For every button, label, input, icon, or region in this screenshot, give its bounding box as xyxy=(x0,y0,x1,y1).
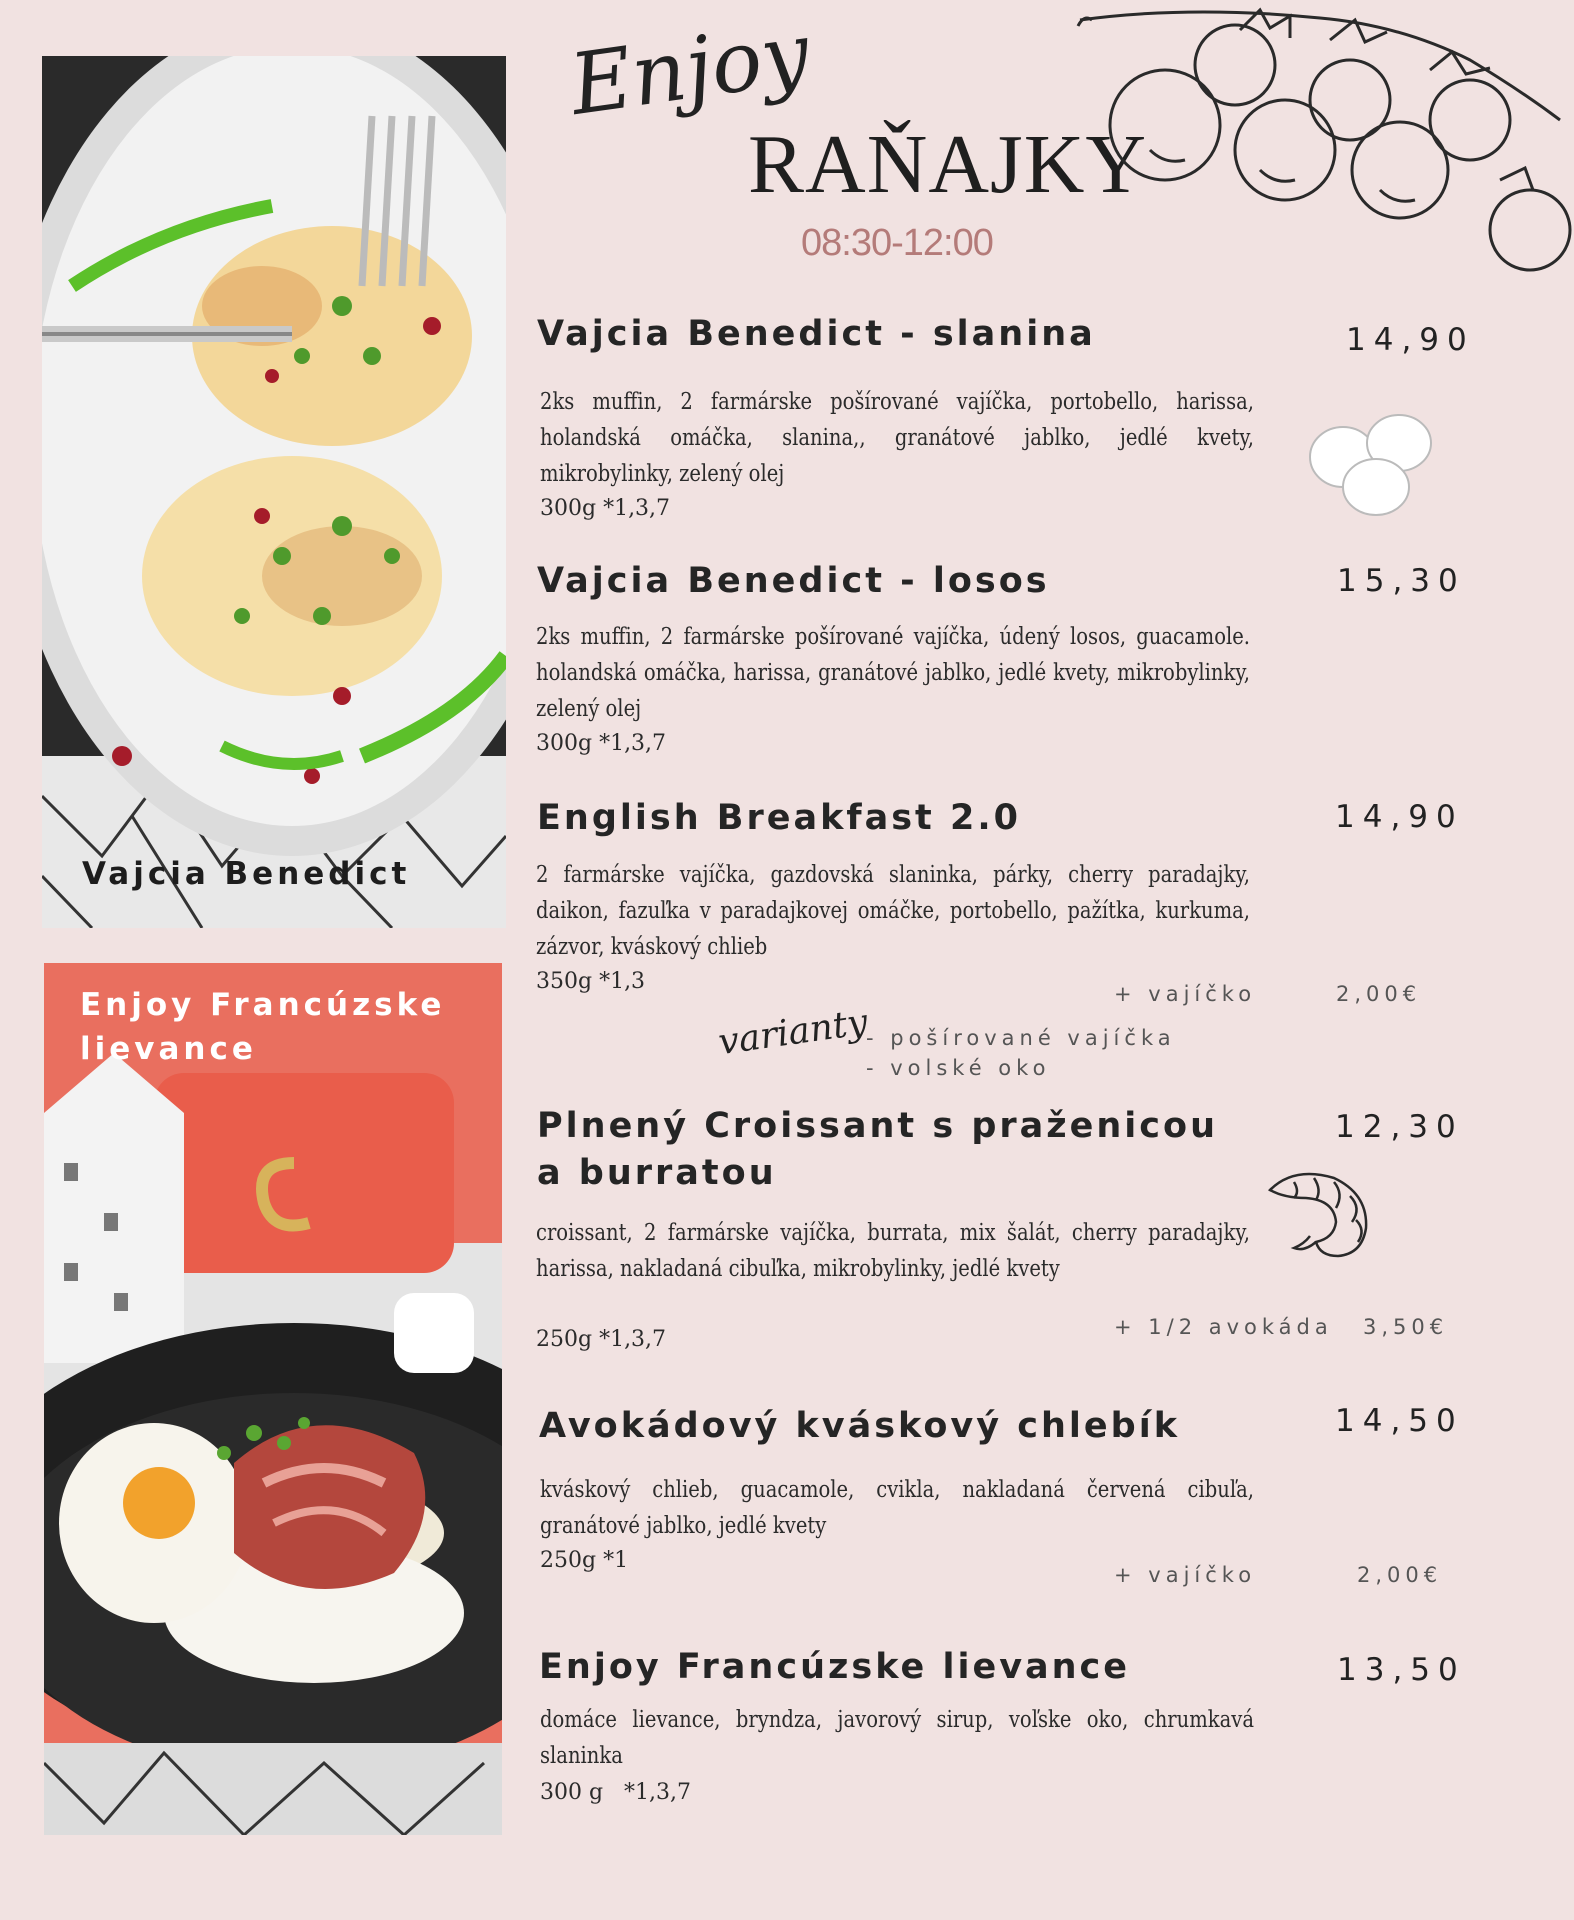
item-price: 14,50 xyxy=(1335,1403,1464,1439)
vajcia-benedict-illustration xyxy=(42,56,506,928)
item-weight-allergens: 250g *1,3,7 xyxy=(536,1327,667,1352)
item-description: kváskový chlieb, guacamole, cvikla, nakladaná červená cibuľa, granátové jablko, jedlé kvety xyxy=(540,1477,1254,1539)
item-price: 12,30 xyxy=(1335,1109,1464,1145)
item-price: 13,50 xyxy=(1337,1652,1466,1688)
variant-option: - volské oko xyxy=(866,1056,1051,1080)
item-weight-allergens: 300g *1,3,7 xyxy=(536,731,667,756)
photo-caption-lievance: Enjoy Francúzske lievance xyxy=(80,987,446,1067)
item-name: Vajcia Benedict - losos xyxy=(537,561,1050,601)
item-weight-allergens: 300 g *1,3,7 xyxy=(540,1780,692,1805)
item-weight-allergens: 300g *1,3,7 xyxy=(540,496,671,521)
vajcia-benedict-photo xyxy=(42,56,506,928)
item-name: Vajcia Benedict - slanina xyxy=(537,314,1096,354)
addon-label: + vajíčko xyxy=(1114,1563,1257,1587)
item-name: Avokádový kváskový chlebík xyxy=(539,1406,1180,1446)
item-price: 14,90 xyxy=(1335,799,1464,835)
enjoy-script-word: Enjoy xyxy=(564,3,816,135)
item-name: Enjoy Francúzske lievance xyxy=(539,1647,1131,1687)
item-weight-allergens: 250g *1 xyxy=(540,1548,629,1573)
opening-hours: 08:30-12:00 xyxy=(801,222,993,264)
addon-price: 2,00€ xyxy=(1357,1563,1443,1587)
item-description: 2 farmárske vajíčka, gazdovská slaninka, párky, cherry paradajky, daikon, fazuľka v paradajkovej omáčke, portobello, pažítka, kurkuma, zázvor, kváskový chlieb xyxy=(536,862,1250,960)
menu-title: RAŇAJKY xyxy=(748,118,1148,211)
item-price: 14,90 xyxy=(1346,322,1475,358)
addon-price: 2,00€ xyxy=(1336,982,1422,1006)
croissant-icon xyxy=(1264,1168,1372,1260)
item-description: 2ks muffin, 2 farmárske pošírované vajíčka, údený losos, guacamole. holandská omáčka, harissa, granátové jablko, jedlé kvety, mikrobylinky, zelený olej xyxy=(536,624,1250,722)
photo-caption-vajcia-benedict: Vajcia Benedict xyxy=(82,856,411,892)
lievance-illustration xyxy=(44,963,502,1835)
item-weight-allergens: 350g *1,3 xyxy=(536,969,646,994)
francuzske-lievance-photo xyxy=(44,963,502,1835)
tomato-vine-icon xyxy=(1070,0,1574,280)
item-description: 2ks muffin, 2 farmárske pošírované vajíčka, portobello, harissa, holandská omáčka, slanina,, granátové jablko, jedlé kvety, mikrobylinky, zelený olej xyxy=(540,389,1254,487)
item-name: English Breakfast 2.0 xyxy=(537,798,1021,838)
item-description: domáce lievance, bryndza, javorový sirup, voľske oko, chrumkavá slaninka xyxy=(540,1707,1254,1769)
eggs-icon xyxy=(1306,405,1436,520)
item-name: Plnený Croissant s praženicou a burratou xyxy=(537,1106,1219,1193)
addon-label: + 1/2 avokáda xyxy=(1114,1315,1333,1339)
item-description: croissant, 2 farmárske vajíčka, burrata, mix šalát, cherry paradajky, harissa, nakladaná cibuľka, mikrobylinky, jedlé kvety xyxy=(536,1220,1250,1282)
variant-option: - pošírované vajíčka xyxy=(866,1026,1176,1050)
variants-script-word: varianty xyxy=(715,1001,871,1064)
addon-label: + vajíčko xyxy=(1114,982,1257,1006)
item-price: 15,30 xyxy=(1337,563,1466,599)
addon-price: 3,50€ xyxy=(1363,1315,1449,1339)
